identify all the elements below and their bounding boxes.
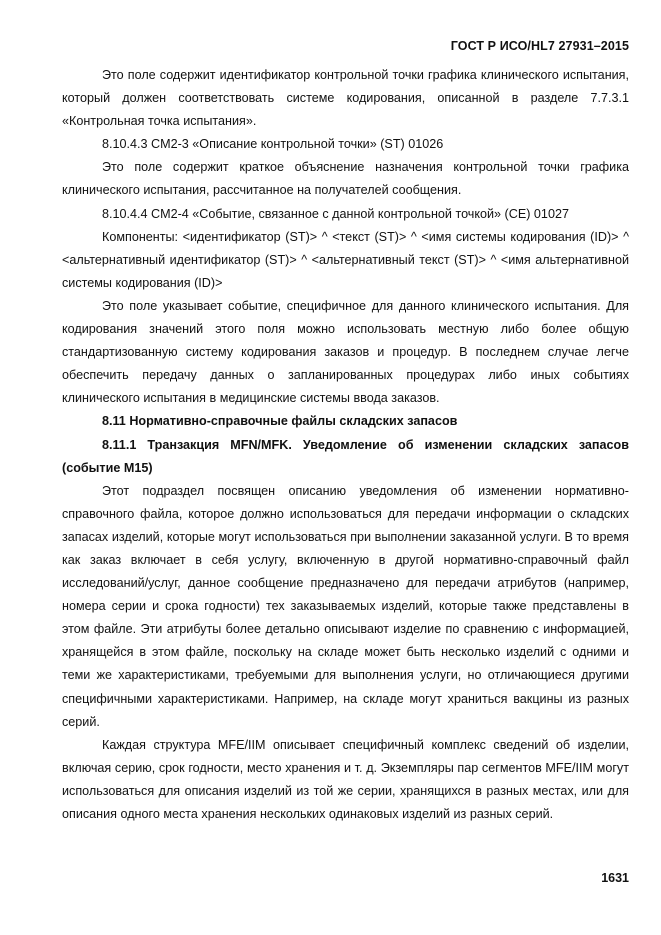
section-heading-8-10-4-3: 8.10.4.3 CM2-3 «Описание контрольной точки» (ST) 01026	[102, 137, 444, 152]
section-heading-8-11-1: 8.11.1 Транзакция MFN/MFK. Уведомление об изменении складских запасов (событие M15)	[62, 437, 629, 475]
page-body	[62, 64, 629, 826]
paragraph-inventory-notification: Этот подраздел посвящен описанию уведомления об изменении нормативно-справочного файла, которое должно использоваться для передачи информации о складских запасах изделий, которые могут использоваться при выполнении заказанной услуги. В то время как заказ включает в себя услугу, включенную в другой нормативно-справочный файл исследований/услуг, данное сообщение предназначено для передачи атрибутов (например, номера серии и срока годности) тех заказываемых изделий, которые также представлены в этом файле. Эти атрибуты более детально описывают изделие по сравнению с информацией, хранящейся в этом файле, поскольку на складе может быть несколько изделий с одними и теми же характеристиками, требуемыми для выполнения услуги, но отличающиеся другими специфичными характеристиками. Например, на складе могут храниться вакцины из разных серий.	[62, 483, 629, 729]
section-heading-8-11: 8.11 Нормативно-справочные файлы складских запасов	[102, 414, 458, 429]
paragraph-event-field: Это поле указывает событие, специфичное для данного клинического испытания. Для кодирования значений этого поля можно использовать местную либо более общую стандартизованную систему кодирования заказов и процедур. В последнем случае легче обеспечить передачу данных о запланированных процедурах либо иных событиях клинического испытания в медицинские системы ввода заказов.	[62, 298, 629, 406]
paragraph-checkpoint-description: Это поле содержит краткое объяснение назначения контрольной точки графика клинического испытания, рассчитанное на получателей сообщения.	[62, 160, 629, 198]
paragraph-mfe-iim-structure: Каждая структура MFE/IIM описывает специфичный комплекс сведений об изделии, включая серию, срок годности, место хранения и т. д. Экземпляры пар сегментов MFE/IIM могут использоваться для описания изделий из той же серии, хранящихся в разных местах, или для описания одного места хранения нескольких одинаковых изделий из разных серий.	[62, 737, 629, 821]
paragraph-checkpoint-id: Это поле содержит идентификатор контрольной точки графика клинического испытания, который должен соответствовать системе кодирования, описанной в разделе 7.7.3.1 «Контрольная точка испытания».	[62, 68, 629, 129]
document-header: ГОСТ Р ИСО/HL7 27931–2015	[450, 39, 629, 53]
section-heading-8-10-4-4: 8.10.4.4 CM2-4 «Событие, связанное с данной контрольной точкой» (CE) 01027	[102, 206, 569, 221]
page-number: 1631	[601, 871, 629, 885]
paragraph-components: Компоненты: <идентификатор (ST)> ^ <текст (ST)> ^ <имя системы кодирования (ID)> ^ <альтернативный идентификатор (ST)> ^ <альтернативный текст (ST)> ^ <имя альтернативной системы кодирования (ID)>	[62, 229, 629, 290]
